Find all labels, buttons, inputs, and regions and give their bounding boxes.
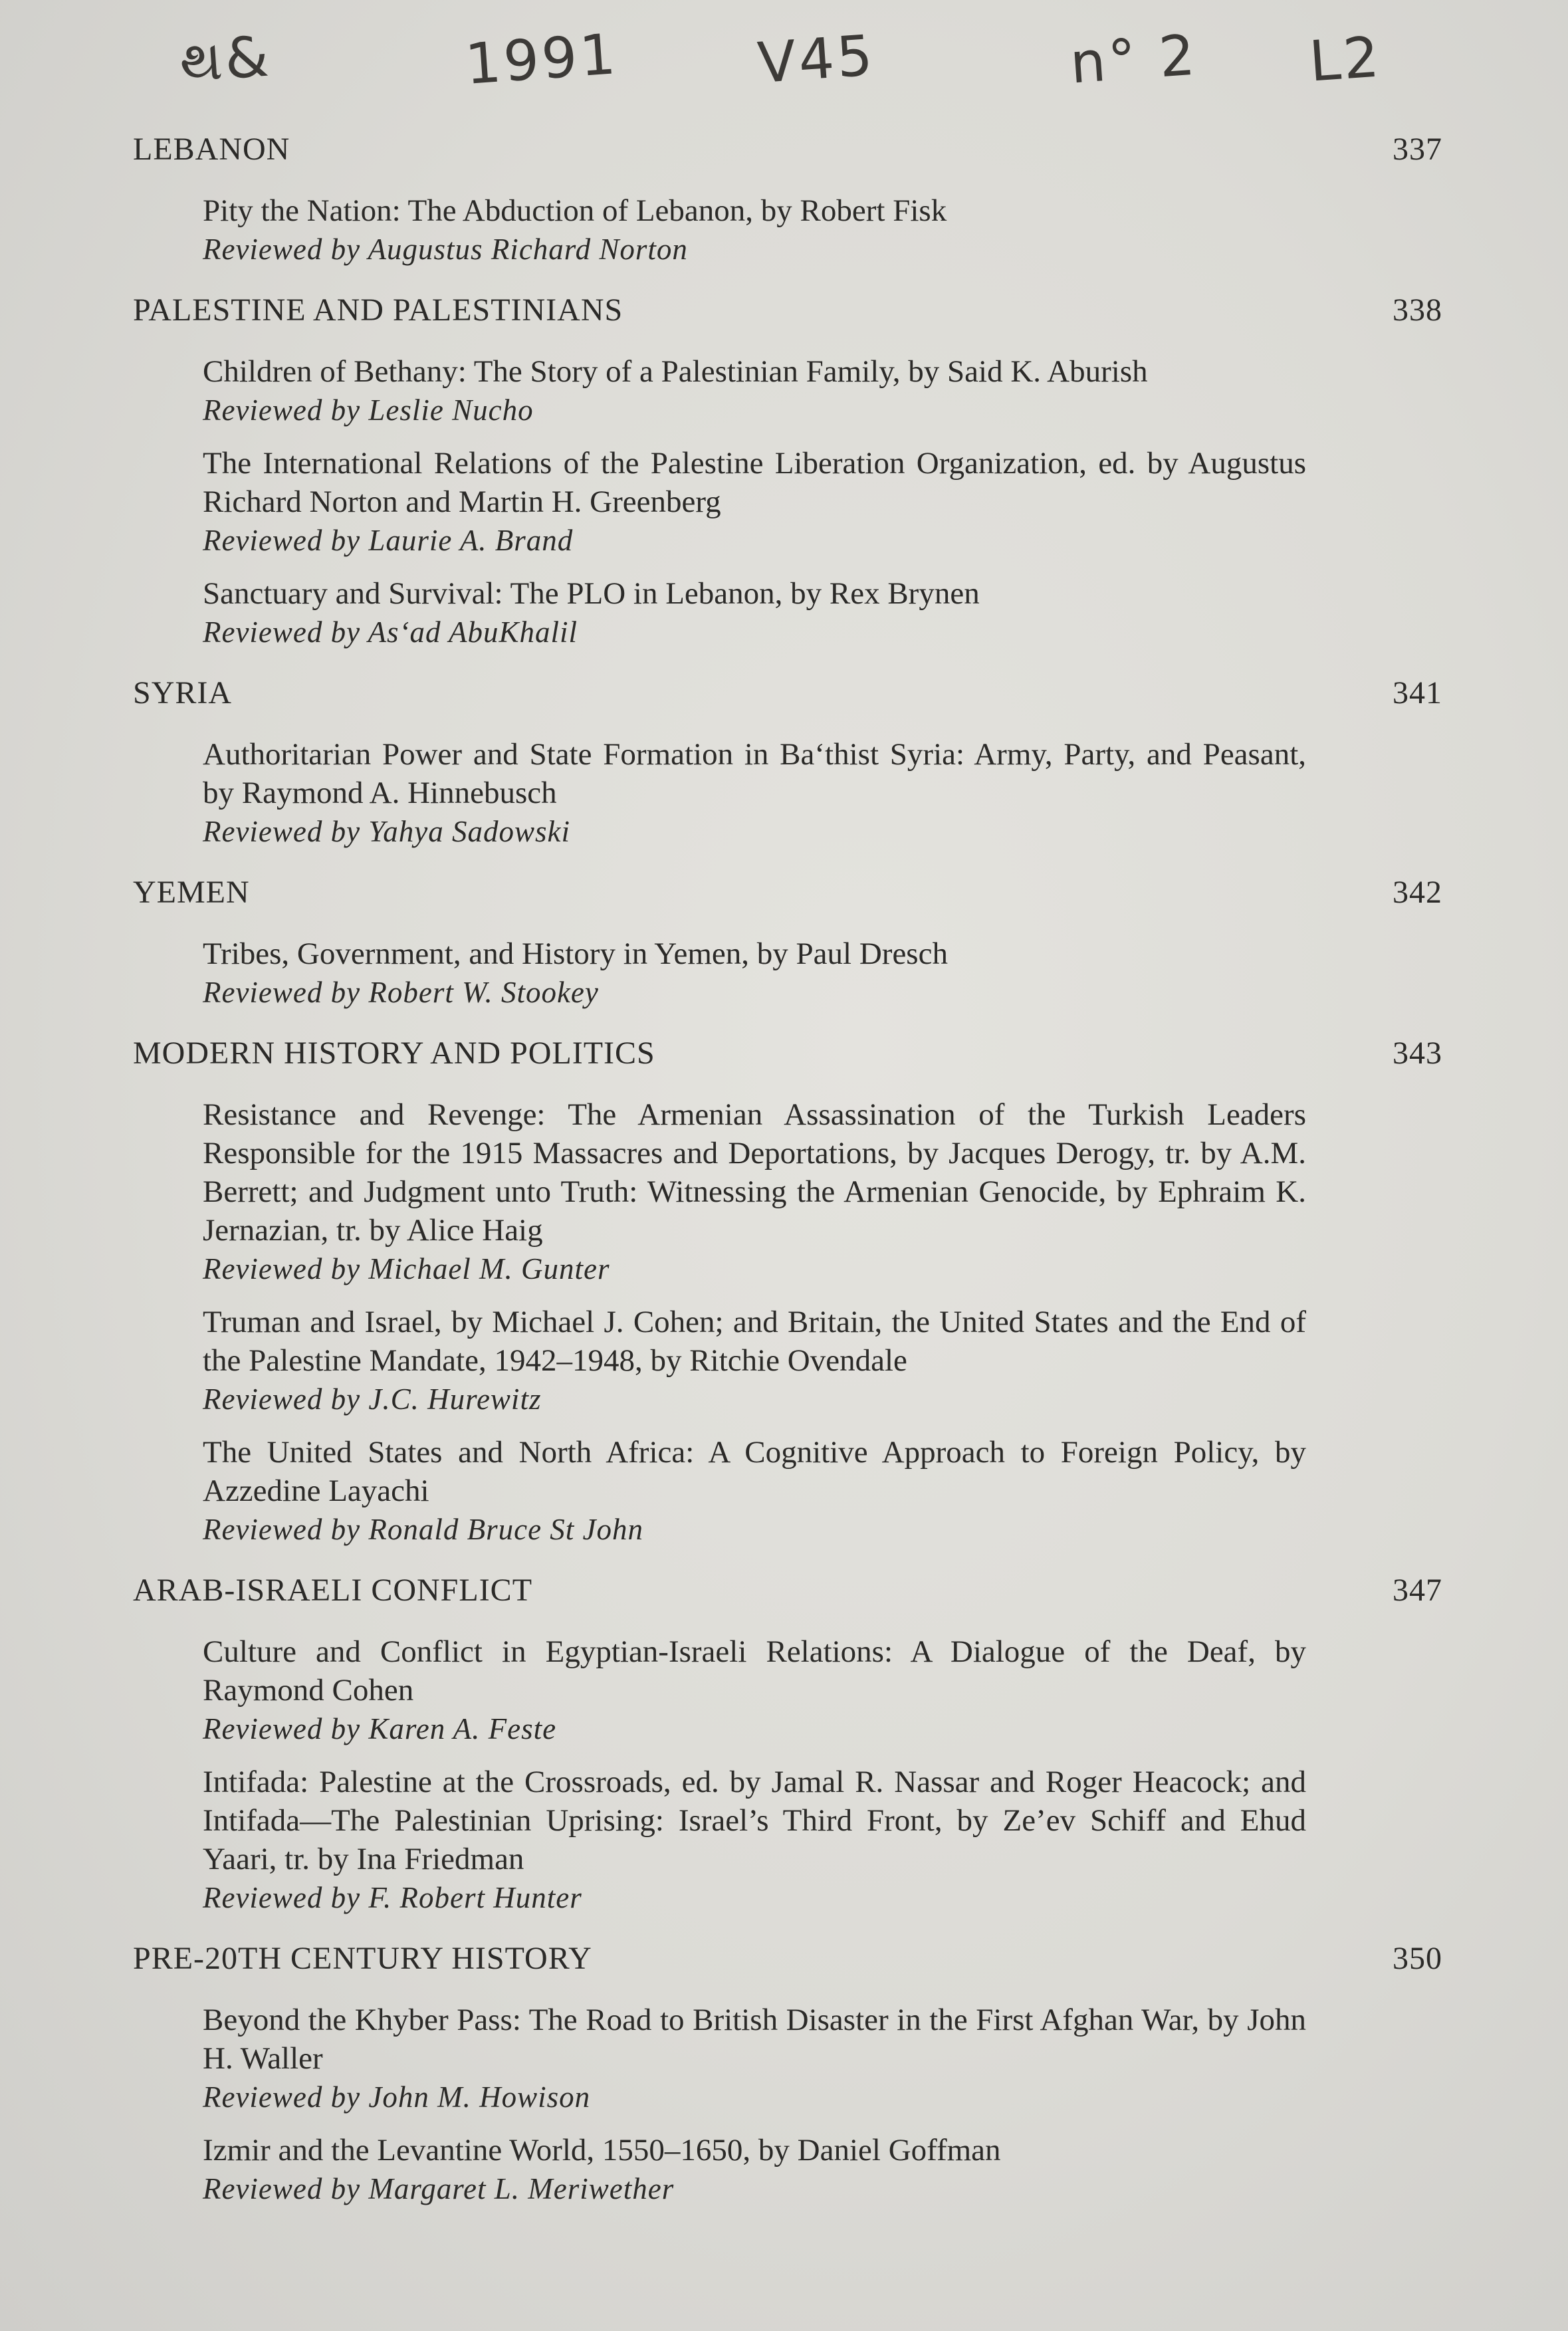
reviewer-credit: Reviewed by Leslie Nucho (203, 393, 534, 427)
handwritten-year: 1991 (463, 21, 620, 97)
review-entry (203, 1433, 1306, 1549)
reviewer-credit: Reviewed by Karen A. Feste (203, 1712, 557, 1745)
section-page-number: 347 (1393, 1573, 1442, 1608)
book-title: Beyond the Khyber Pass: The Road to British Disaster in the First Afghan War, by John H. Waller (203, 2003, 1306, 2076)
toc-section (133, 126, 1442, 269)
toc-section (133, 869, 1442, 1012)
toc-section (133, 1030, 1442, 1549)
reviewer-credit: Reviewed by Yahya Sadowski (203, 815, 570, 848)
book-title: Sanctuary and Survival: The PLO in Lebanon, by Rex Brynen (203, 576, 980, 611)
toc-section (133, 287, 1442, 651)
reviewer-credit: Reviewed by F. Robert Hunter (203, 1881, 582, 1914)
toc-section (133, 1567, 1442, 1917)
reviewer-credit: Reviewed by As‘ad AbuKhalil (203, 615, 578, 649)
reviewer-credit: Reviewed by John M. Howison (203, 2080, 591, 2114)
review-entry (203, 2001, 1306, 2116)
reviewer-credit: Reviewed by Margaret L. Meriwether (203, 2172, 675, 2205)
reviewer-credit: Reviewed by Augustus Richard Norton (203, 233, 688, 266)
handwritten-mark-2: L2 (1307, 24, 1384, 94)
section-page-number: 338 (1393, 292, 1442, 328)
book-title: Children of Bethany: The Story of a Palestinian Family, by Said K. Aburish (203, 354, 1148, 389)
book-title: The United States and North Africa: A Cognitive Approach to Foreign Policy, by Azzedine Layachi (203, 1435, 1306, 1508)
review-entry (203, 444, 1306, 560)
book-title: Culture and Conflict in Egyptian-Israeli Relations: A Dialogue of the Deaf, by Raymond Cohen (203, 1634, 1306, 1708)
book-title: Pity the Nation: The Abduction of Lebanon, by Robert Fisk (203, 193, 947, 228)
review-entry (203, 1303, 1306, 1418)
reviewer-credit: Reviewed by Robert W. Stookey (203, 976, 599, 1009)
section-header (133, 287, 1442, 334)
section-header (133, 869, 1442, 916)
review-entry (203, 1095, 1306, 1288)
section-header (133, 1567, 1442, 1614)
review-entry (203, 352, 1306, 429)
section-header (133, 1936, 1442, 1982)
table-of-contents (133, 126, 1442, 2223)
section-page-number: 341 (1393, 675, 1442, 711)
reviewer-credit: Reviewed by J.C. Hurewitz (203, 1383, 542, 1416)
book-title: Tribes, Government, and History in Yemen, by Paul Dresch (203, 937, 948, 971)
section-heading: PALESTINE AND PALESTINIANS (133, 292, 623, 328)
toc-section (133, 1936, 1442, 2208)
review-entry (203, 1763, 1306, 1917)
section-page-number: 337 (1393, 132, 1442, 167)
section-heading: LEBANON (133, 132, 290, 167)
section-page-number: 343 (1393, 1036, 1442, 1071)
book-title: Authoritarian Power and State Formation in Ba‘thist Syria: Army, Party, and Peasant, by Raymond A. Hinnebusch (203, 737, 1306, 810)
review-entry (203, 191, 1306, 269)
section-heading: PRE-20TH CENTURY HISTORY (133, 1941, 592, 1976)
section-header (133, 670, 1442, 717)
section-header (133, 1030, 1442, 1077)
section-heading: MODERN HISTORY AND POLITICS (133, 1036, 655, 1071)
handwritten-mark-1: થ& (177, 23, 274, 95)
book-title: Izmir and the Levantine World, 1550–1650, by Daniel Goffman (203, 2133, 1001, 2167)
section-header (133, 126, 1442, 173)
review-entry (203, 935, 1306, 1012)
book-title: Intifada: Palestine at the Crossroads, ed. by Jamal R. Nassar and Roger Heacock; and Intifada—The Palestinian Uprising: Israel’s Third Front, by Ze’ev Schiff and Ehud Yaari, tr. by Ina Friedman (203, 1765, 1306, 1876)
review-entry (203, 735, 1306, 851)
section-heading: YEMEN (133, 875, 250, 910)
section-page-number: 350 (1393, 1941, 1442, 1976)
book-title: The International Relations of the Palestine Liberation Organization, ed. by Augustus Richard Norton and Martin H. Greenberg (203, 446, 1306, 519)
reviewer-credit: Reviewed by Ronald Bruce St John (203, 1513, 644, 1546)
book-title: Resistance and Revenge: The Armenian Assassination of the Turkish Leaders Responsible for the 1915 Massacres and Deportations, by Jacques Derogy, tr. by A.M. Berrett; and Judgment unto Truth: Witnessing the Armenian Genocide, by Ephraim K. Jernazian, tr. by Alice Haig (203, 1097, 1306, 1248)
toc-section (133, 670, 1442, 851)
section-heading: SYRIA (133, 675, 233, 711)
review-entry (203, 1632, 1306, 1748)
section-page-number: 342 (1393, 875, 1442, 910)
book-title: Truman and Israel, by Michael J. Cohen; and Britain, the United States and the End of the Palestine Mandate, 1942–1948, by Ritchie Ovendale (203, 1305, 1306, 1378)
reviewer-credit: Reviewed by Michael M. Gunter (203, 1252, 610, 1285)
section-heading: ARAB-ISRAELI CONFLICT (133, 1573, 533, 1608)
review-entry (203, 574, 1306, 651)
reviewer-credit: Reviewed by Laurie A. Brand (203, 524, 574, 557)
review-entry (203, 2131, 1306, 2208)
handwritten-number: n° 2 (1067, 22, 1200, 96)
handwritten-volume: V45 (755, 22, 877, 96)
handwritten-annotation (0, 21, 1568, 106)
